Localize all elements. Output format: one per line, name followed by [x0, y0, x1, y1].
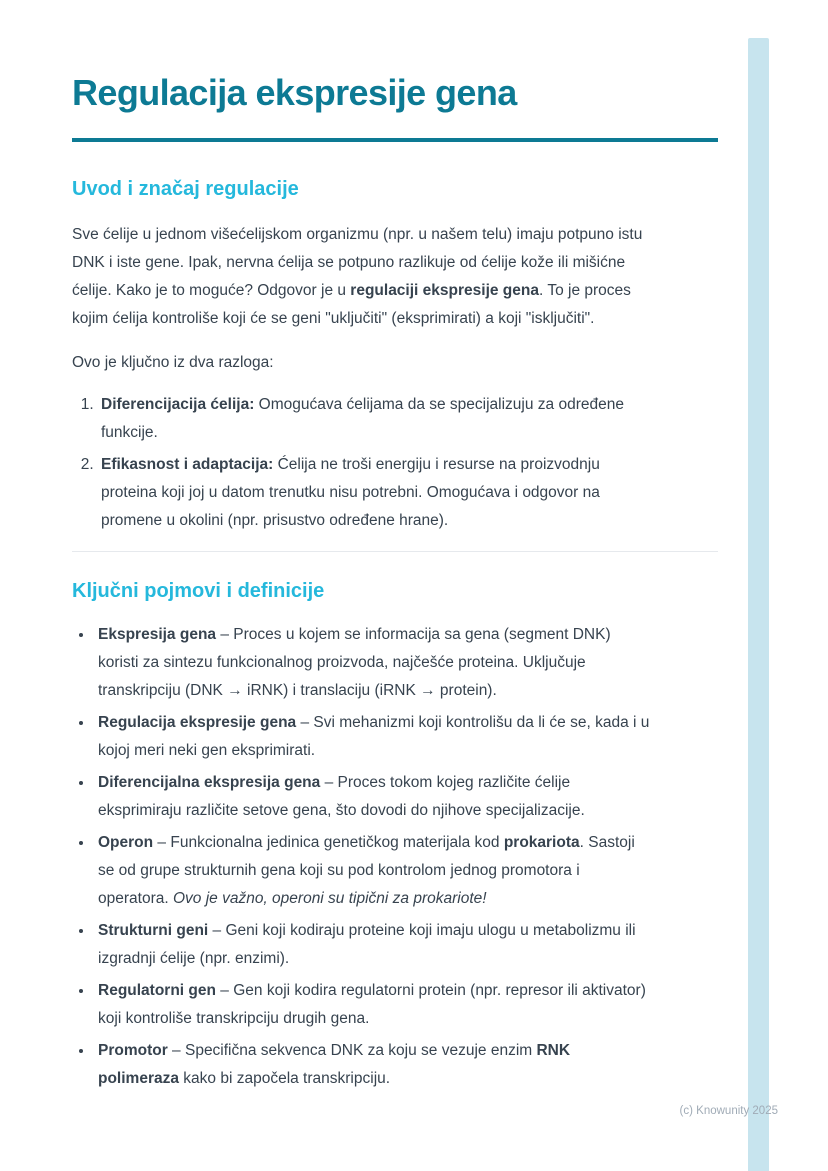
list-item — [94, 977, 654, 1033]
text-segment: Ćelija ne troši energiju i resurse na proizvodnju proteina koji joj u datom trenutku nisu potrebni. Omogućava i odgovor na promene u okolini (npr. prisustvo određene hrane). — [101, 456, 600, 529]
list-item-text — [98, 834, 635, 907]
list-item-text — [98, 922, 636, 967]
text-segment: . To je proces kojim ćelija kontroliše koji će se geni "uključiti" (eksprimirati) a koji "isključiti". — [72, 282, 631, 327]
text-segment: . Sastoji se od grupe strukturnih gena koji su pod kontrolom jednog promotora i operatora. — [98, 834, 635, 907]
list-item-text — [98, 714, 649, 759]
terms-section-heading: Ključni pojmovi i definicije — [72, 580, 325, 602]
list-item-text — [98, 626, 611, 699]
intro-section-heading: Uvod i značaj regulacije — [72, 178, 299, 200]
list-item-text — [101, 456, 600, 529]
intro-paragraph — [72, 221, 654, 333]
footer-credit: (c) Knowunity 2025 — [679, 1105, 778, 1117]
list-item — [98, 451, 654, 535]
text-segment: prokariota — [503, 834, 580, 851]
text-segment: Omogućava ćelijama da se specijalizuju za određene funkcije. — [101, 396, 624, 441]
text-segment: Promotor — [98, 1042, 168, 1059]
text-segment: Regulatorni gen — [98, 982, 216, 999]
text-segment: Diferencijacija ćelija: — [101, 396, 255, 413]
text-segment: – Proces u kojem se informacija sa gena (segment DNK) koristi za sintezu funkcionalnog proizvoda, najčešće proteina. Uključuje transkripciju (DNK → iRNK) i translaciju (iRNK → protein). — [98, 626, 611, 699]
text-segment: kako bi započela transkripciju. — [178, 1070, 391, 1087]
list-item-text — [101, 396, 624, 441]
document-content — [72, 0, 718, 1097]
list-item — [94, 621, 654, 705]
text-segment: RNK polimeraza — [98, 1042, 571, 1087]
text-segment: Operon — [98, 834, 154, 851]
text-segment: Ekspresija gena — [98, 626, 217, 643]
text-segment: – Gen koji kodira regulatorni protein (npr. represor ili aktivator) koji kontroliše transkripciju drugih gena. — [98, 982, 646, 1027]
text-segment: regulaciji ekspresije gena — [350, 282, 539, 299]
terms-list — [72, 621, 654, 1093]
list-item-text — [98, 774, 585, 819]
text-segment: Efikasnost i adaptacija: — [101, 456, 274, 473]
list-item-text — [98, 982, 646, 1027]
page-edge-strip — [748, 38, 769, 1171]
text-segment: – Svi mehanizmi koji kontrolišu da li će se, kada i u kojoj meri neki gen eksprimirati. — [98, 714, 650, 759]
text-segment: – Proces tokom kojeg različite ćelije eksprimiraju različite setove gena, što dovodi do njihove specijalizacije. — [98, 774, 585, 819]
text-segment: Strukturni geni — [98, 922, 209, 939]
list-item-text — [98, 1042, 570, 1087]
list-item — [94, 709, 654, 765]
text-segment: Ovo je važno, operoni su tipični za prokariote! — [172, 890, 487, 907]
text-segment: Diferencijalna ekspresija gena — [98, 774, 321, 791]
list-item — [94, 1037, 654, 1093]
list-item — [94, 829, 654, 913]
text-segment: Sve ćelije u jednom višećelijskom organizmu (npr. u našem telu) imaju potpuno istu DNK i iste gene. Ipak, nervna ćelija se potpuno razlikuje od ćelije kože ili mišićne ćelije. Kako je to moguće? Odgovor je u — [72, 226, 643, 299]
intro-lead-text: Ovo je ključno iz dva razloga: — [72, 354, 274, 371]
list-item — [94, 769, 654, 825]
title-divider — [72, 138, 718, 142]
list-item — [94, 917, 654, 973]
text-segment: – Funkcionalna jedinica genetičkog materijala kod — [153, 834, 504, 851]
text-segment: – Specifična sekvenca DNK za koju se vezuje enzim — [167, 1042, 537, 1059]
section-terms — [72, 580, 718, 1093]
list-item — [98, 391, 654, 447]
text-segment: Regulacija ekspresije gena — [98, 714, 297, 731]
page-title: Regulacija ekspresije gena — [72, 72, 517, 113]
text-segment: – Geni koji kodiraju proteine koji imaju ulogu u metabolizmu ili izgradnji ćelije (npr. enzimi). — [98, 922, 636, 967]
section-divider — [72, 551, 718, 552]
reasons-list — [72, 391, 654, 535]
section-intro — [72, 178, 718, 535]
